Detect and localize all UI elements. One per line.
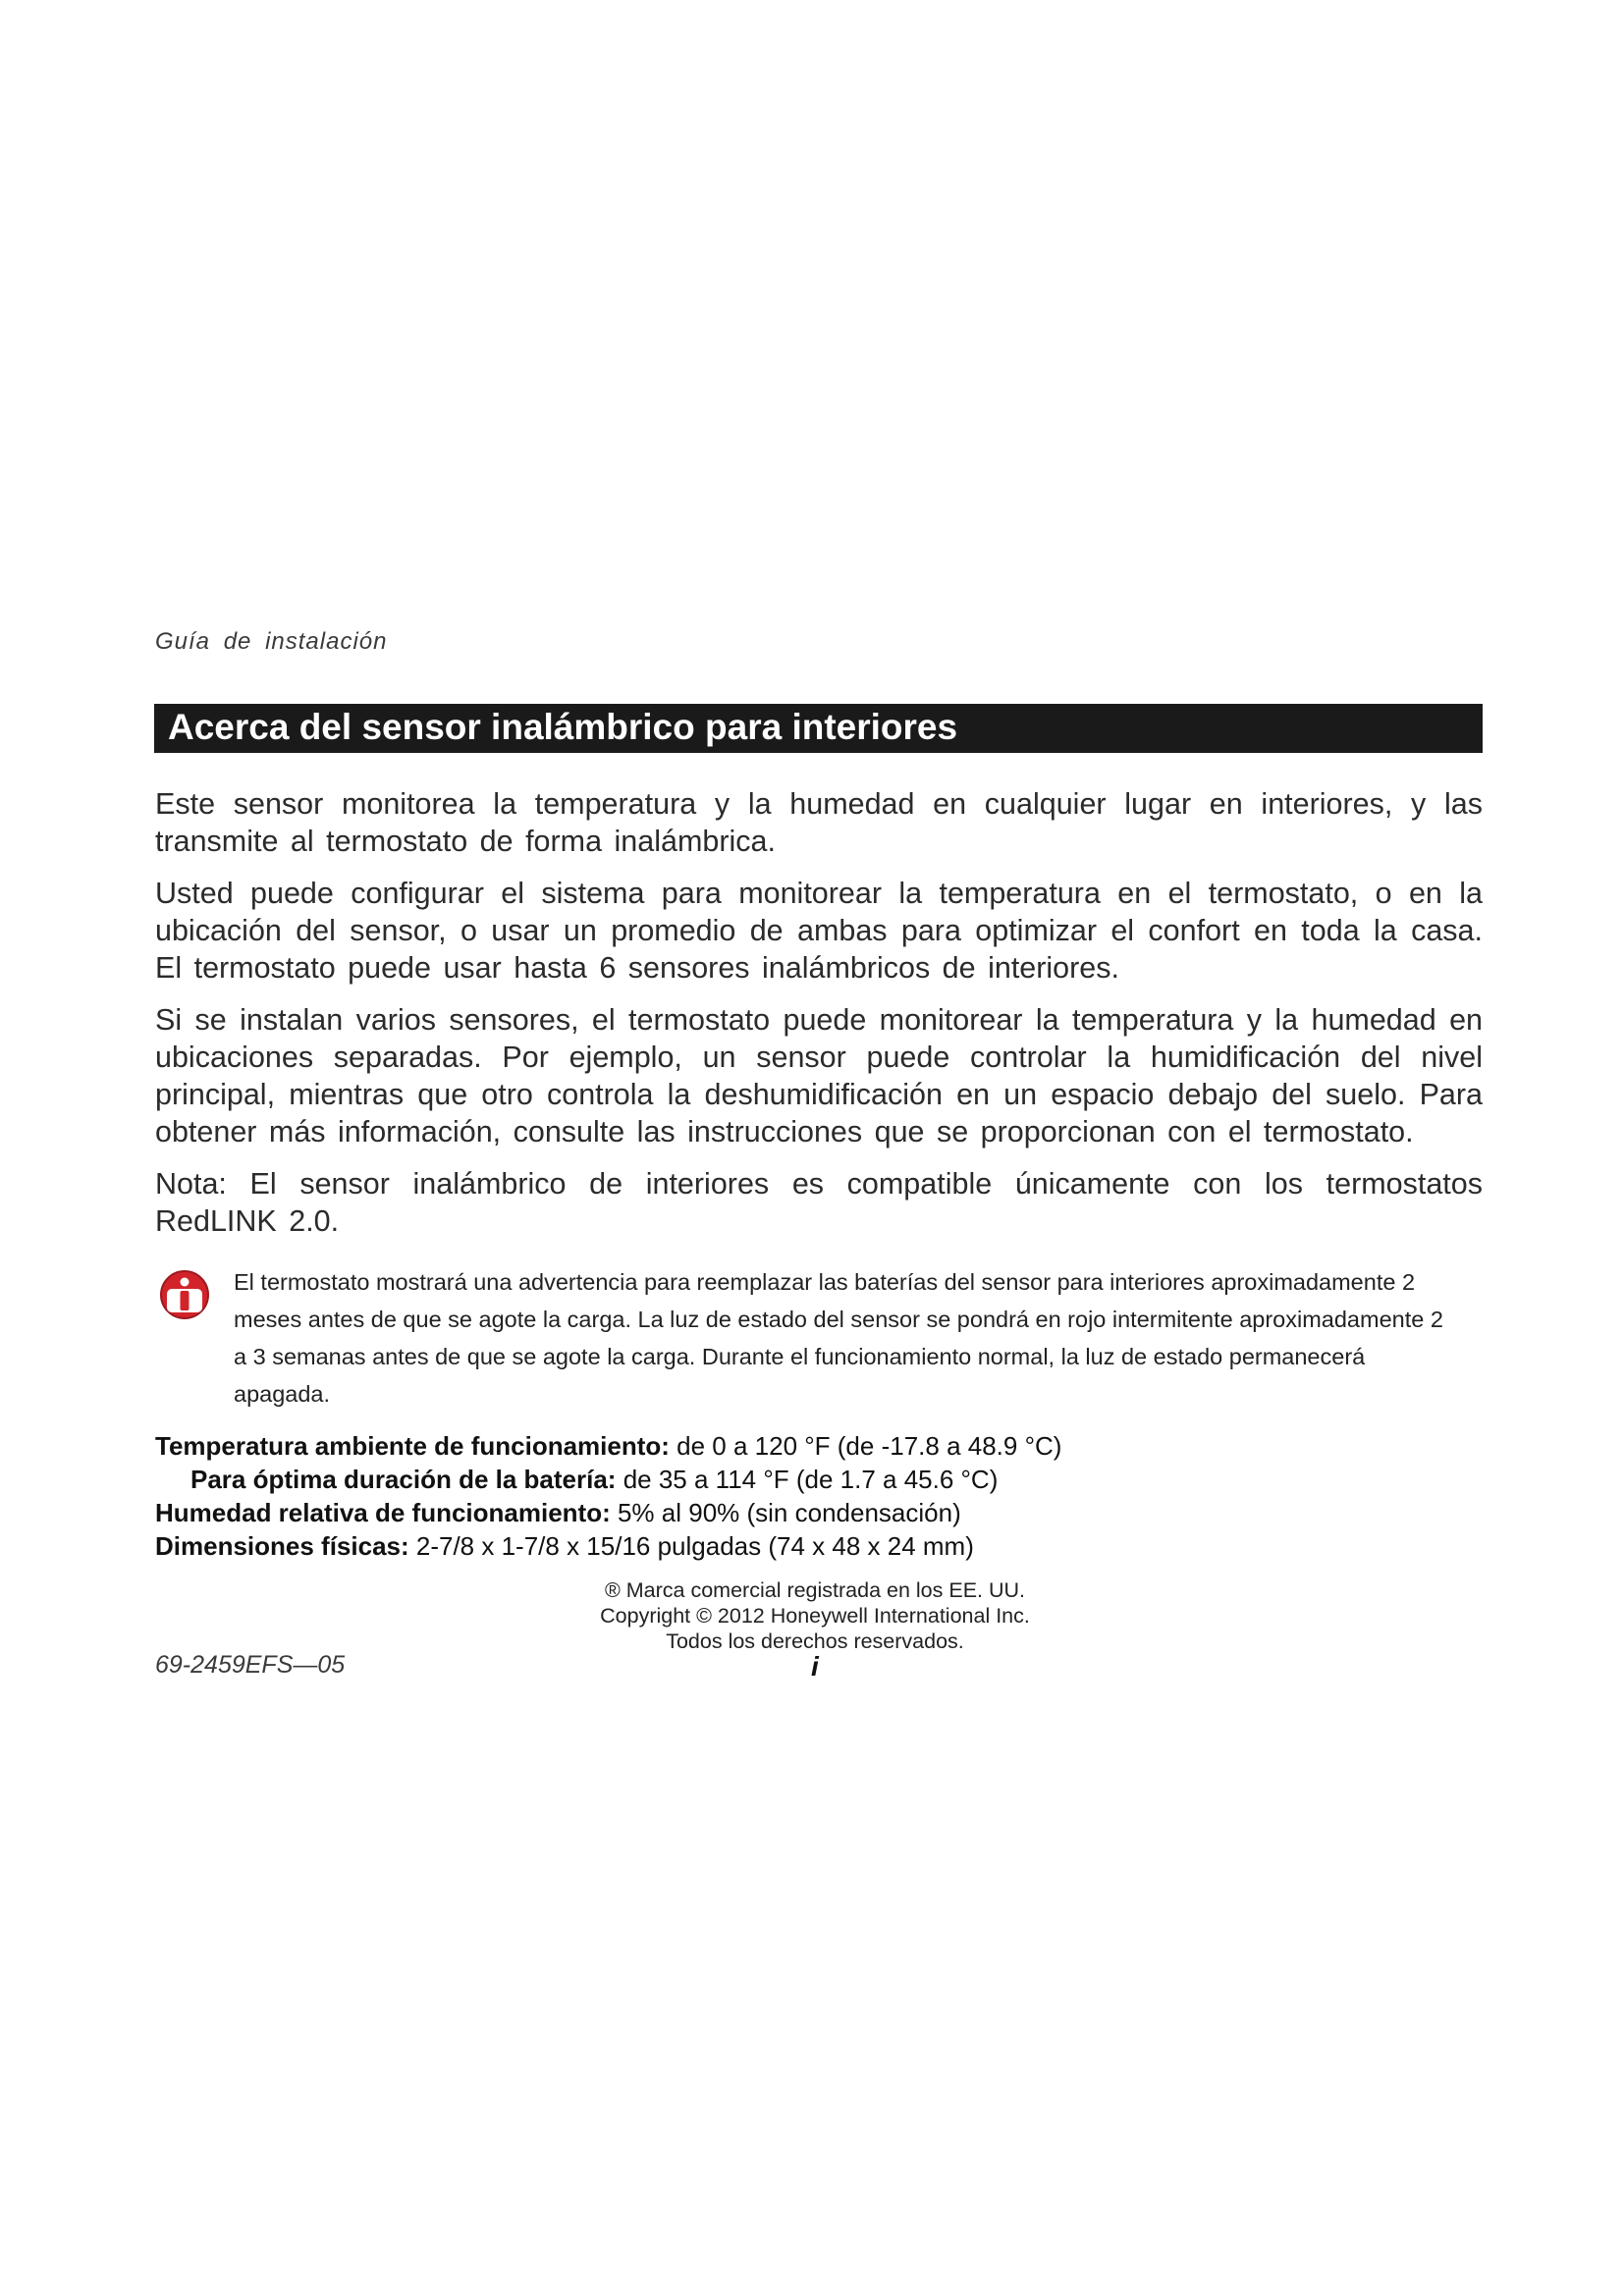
spec-value: 2-7/8 x 1-7/8 x 15/16 pulgadas (74 x 48 x 24 mm) <box>408 1531 974 1561</box>
spec-label: Para óptima duración de la batería: <box>190 1465 617 1494</box>
info-icon <box>159 1269 210 1320</box>
rights-line: Todos los derechos reservados. <box>666 1629 964 1653</box>
page-number: i <box>811 1651 819 1682</box>
spec-value: de 0 a 120 °F (de -17.8 a 48.9 °C) <box>669 1431 1062 1461</box>
paragraph-note: Nota: El sensor inalámbrico de interiores es compatible únicamente con los termostatos RedLINK 2.0. <box>155 1167 1483 1238</box>
guide-label: Guía de instalación <box>155 628 388 655</box>
section-title: Acerca del sensor inalámbrico para interiores <box>168 707 958 747</box>
spec-value: de 35 a 114 °F (de 1.7 a 45.6 °C) <box>616 1465 999 1494</box>
specifications <box>155 1429 1432 1563</box>
paragraph-intro: Este sensor monitorea la temperatura y la humedad en cualquier lugar en interiores, y las transmite al termostato de forma inalámbrica. <box>155 787 1483 858</box>
spec-label: Dimensiones físicas: <box>155 1531 409 1561</box>
spec-relative-humidity <box>155 1496 1432 1529</box>
spec-battery-life-temperature <box>155 1463 1432 1496</box>
paragraph-configuration: Usted puede configurar el sistema para monitorear la temperatura en el termostato, o en la ubicación del sensor, o usar un promedio de ambas para optimizar el confort en toda la casa. El termostato puede usar hasta 6 sensores inalámbricos de interiores. <box>155 877 1483 985</box>
paragraph-multiple-sensors: Si se instalan varios sensores, el termostato puede monitorear la temperatura y la humedad en ubicaciones separadas. Por ejemplo, un sensor puede controlar la humidificación del nivel principal, mientras que otro controla la deshumidificación en un espacio debajo del suelo. Para obtener más información, consulte las instrucciones que se proporcionan con el termostato. <box>155 1003 1483 1148</box>
spec-operating-temperature <box>155 1429 1432 1463</box>
spec-label: Humedad relativa de funcionamiento: <box>155 1498 611 1527</box>
document-number: 69-2459EFS—05 <box>155 1651 346 1679</box>
notice-text: El termostato mostrará una advertencia para reemplazar las baterías del sensor para interiores aproximadamente 2 meses antes de que se agote la carga. La luz de estado del sensor se pondrá en rojo intermitente aproximadamente 2 a 3 semanas antes de que se agote la carga. Durante el funcionamiento normal, la luz de estado permanecerá apagada. <box>234 1269 1443 1407</box>
spec-value: 5% al 90% (sin condensación) <box>610 1498 961 1527</box>
spec-dimensions <box>155 1529 1432 1563</box>
battery-notice <box>155 1263 1481 1411</box>
body-text <box>155 785 1483 1255</box>
trademark-line: ® Marca comercial registrada en los EE. UU. <box>604 1578 1026 1602</box>
legal-notice <box>412 1577 1218 1654</box>
copyright-line: Copyright © 2012 Honeywell International Inc. <box>600 1604 1030 1628</box>
spec-label: Temperatura ambiente de funcionamiento: <box>155 1431 670 1461</box>
section-title-bar <box>154 704 1483 753</box>
